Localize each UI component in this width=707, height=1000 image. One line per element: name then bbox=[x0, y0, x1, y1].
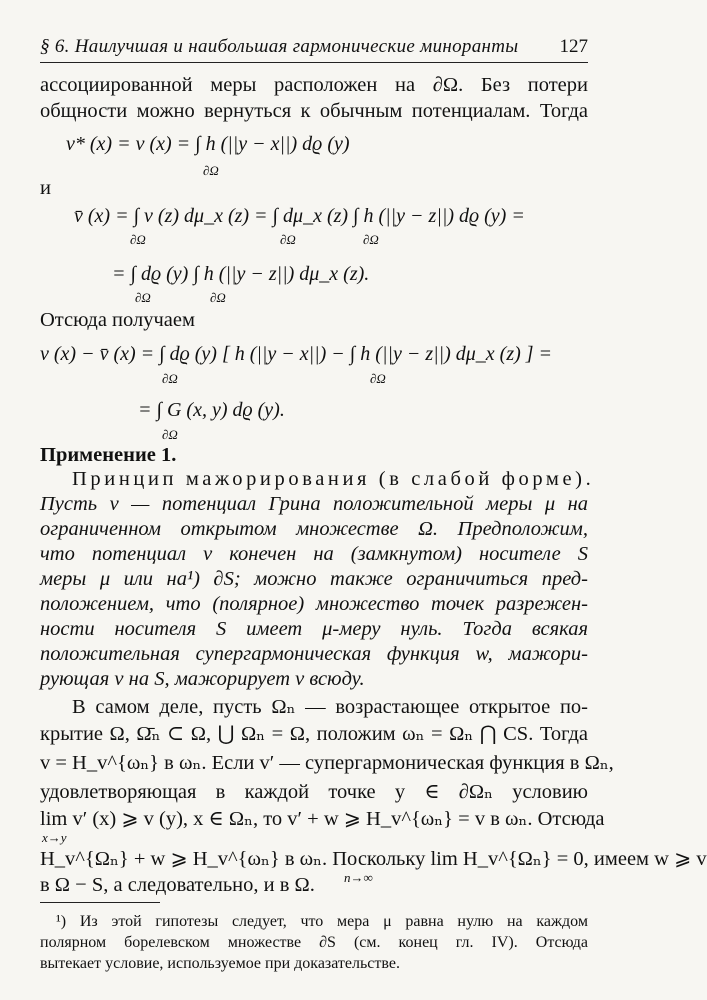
equation-4: v (x) − v̄ (x) = ∫ dϱ (y) [ h (||y − x||) − ∫ h (||y − z||) dμ_x (z) ] = bbox=[40, 343, 553, 365]
theorem-line-9: рующая v на S, мажорирует v всюду. bbox=[40, 668, 365, 690]
header-title: § 6. Наилучшая и наибольшая гармонические миноранты bbox=[40, 36, 519, 57]
equation-2-subscript-b: ∂Ω bbox=[280, 232, 296, 247]
equation-1-subscript: ∂Ω bbox=[203, 163, 219, 178]
equation-2-subscript-a: ∂Ω bbox=[130, 232, 146, 247]
equation-2: v̄ (x) = ∫ v (z) dμ_x (z) = ∫ dμ_x (z) ∫ h (||y − z||) dϱ (y) = bbox=[74, 205, 525, 227]
theorem-line-1: Принцип мажорирования (в слабой форме). bbox=[72, 468, 595, 490]
equation-1: v* (x) = v (x) = ∫ h (||y − x||) dϱ (y) bbox=[66, 133, 350, 155]
proof-line-1: В самом деле, пусть Ωₙ — возрастающее открытое по- bbox=[72, 696, 588, 718]
equation-4-subscript-a: ∂Ω bbox=[162, 371, 178, 386]
footnote-rule bbox=[40, 902, 160, 903]
intro-line-2: общности можно вернуться к обычным потенциалам. Тогда bbox=[40, 100, 588, 122]
page-number: 127 bbox=[559, 36, 588, 57]
theorem-line-2: Пусть v — потенциал Грина положительной меры μ на bbox=[40, 493, 588, 515]
application-heading: Применение 1. bbox=[40, 444, 177, 466]
proof-line-4: удовлетворяющая в каждой точке y ∈ ∂Ωₙ условию bbox=[40, 781, 588, 803]
equation-5-subscript: ∂Ω bbox=[162, 427, 178, 442]
theorem-line-7: ности носителя S имеет μ-меру нуль. Тогда всякая bbox=[40, 618, 588, 640]
proof-line-6: H_v^{Ωₙ} + w ⩾ H_v^{ωₙ} в ωₙ. Поскольку lim H_v^{Ωₙ} = 0, имеем w ⩾ v bbox=[40, 848, 707, 870]
lim-subscript-1: x→y bbox=[42, 830, 67, 845]
proof-line-2: крытие Ω, Ω̄ₙ ⊂ Ω, ⋃ Ωₙ = Ω, положим ωₙ = Ωₙ ⋂ CS. Тогда bbox=[40, 723, 588, 745]
equation-3-subscript-a: ∂Ω bbox=[135, 290, 151, 305]
footnote-line-3: вытекает условие, используемое при доказательстве. bbox=[40, 955, 400, 972]
footnote-line-1: ¹) Из этой гипотезы следует, что мера μ равна нулю на каждом bbox=[56, 913, 588, 930]
equation-5: = ∫ G (x, y) dϱ (y). bbox=[138, 399, 285, 421]
from-here-text: Отсюда получаем bbox=[40, 309, 195, 331]
running-header bbox=[40, 36, 588, 60]
footnote-line-2: полярном борелевском множестве ∂S (см. конец гл. IV). Отсюда bbox=[40, 934, 588, 951]
equation-3: = ∫ dϱ (y) ∫ h (||y − z||) dμ_x (z). bbox=[112, 263, 370, 285]
intro-line-1: ассоциированной меры расположен на ∂Ω. Без потери bbox=[40, 74, 588, 96]
equation-4-subscript-b: ∂Ω bbox=[370, 371, 386, 386]
theorem-line-6: положением, что (полярное) множество точек разрежен- bbox=[40, 593, 588, 615]
equation-3-subscript-b: ∂Ω bbox=[210, 290, 226, 305]
equation-2-subscript-c: ∂Ω bbox=[363, 232, 379, 247]
theorem-line-8: положительная супергармоническая функция w, мажори- bbox=[40, 643, 588, 665]
theorem-line-4: что потенциал v конечен на (замкнутом) носителе S bbox=[40, 543, 588, 565]
proof-line-7: в Ω − S, а следовательно, и в Ω. bbox=[40, 874, 315, 896]
proof-line-5: lim v′ (x) ⩾ v (y), x ∈ Ωₙ, то v′ + w ⩾ H_v^{ωₙ} = v в ωₙ. Отсюда bbox=[40, 808, 605, 830]
proof-line-3: v = H_v^{ωₙ} в ωₙ. Если v′ — супергармоническая функция в Ωₙ, bbox=[40, 752, 614, 774]
header-rule bbox=[40, 62, 588, 63]
conjunction-and: и bbox=[40, 177, 51, 199]
theorem-line-3: ограниченном открытом множестве Ω. Предположим, bbox=[40, 518, 588, 540]
lim-subscript-2: n→∞ bbox=[344, 870, 373, 885]
theorem-line-5: меры μ или на¹) ∂S; можно также ограничиться пред- bbox=[40, 568, 588, 590]
